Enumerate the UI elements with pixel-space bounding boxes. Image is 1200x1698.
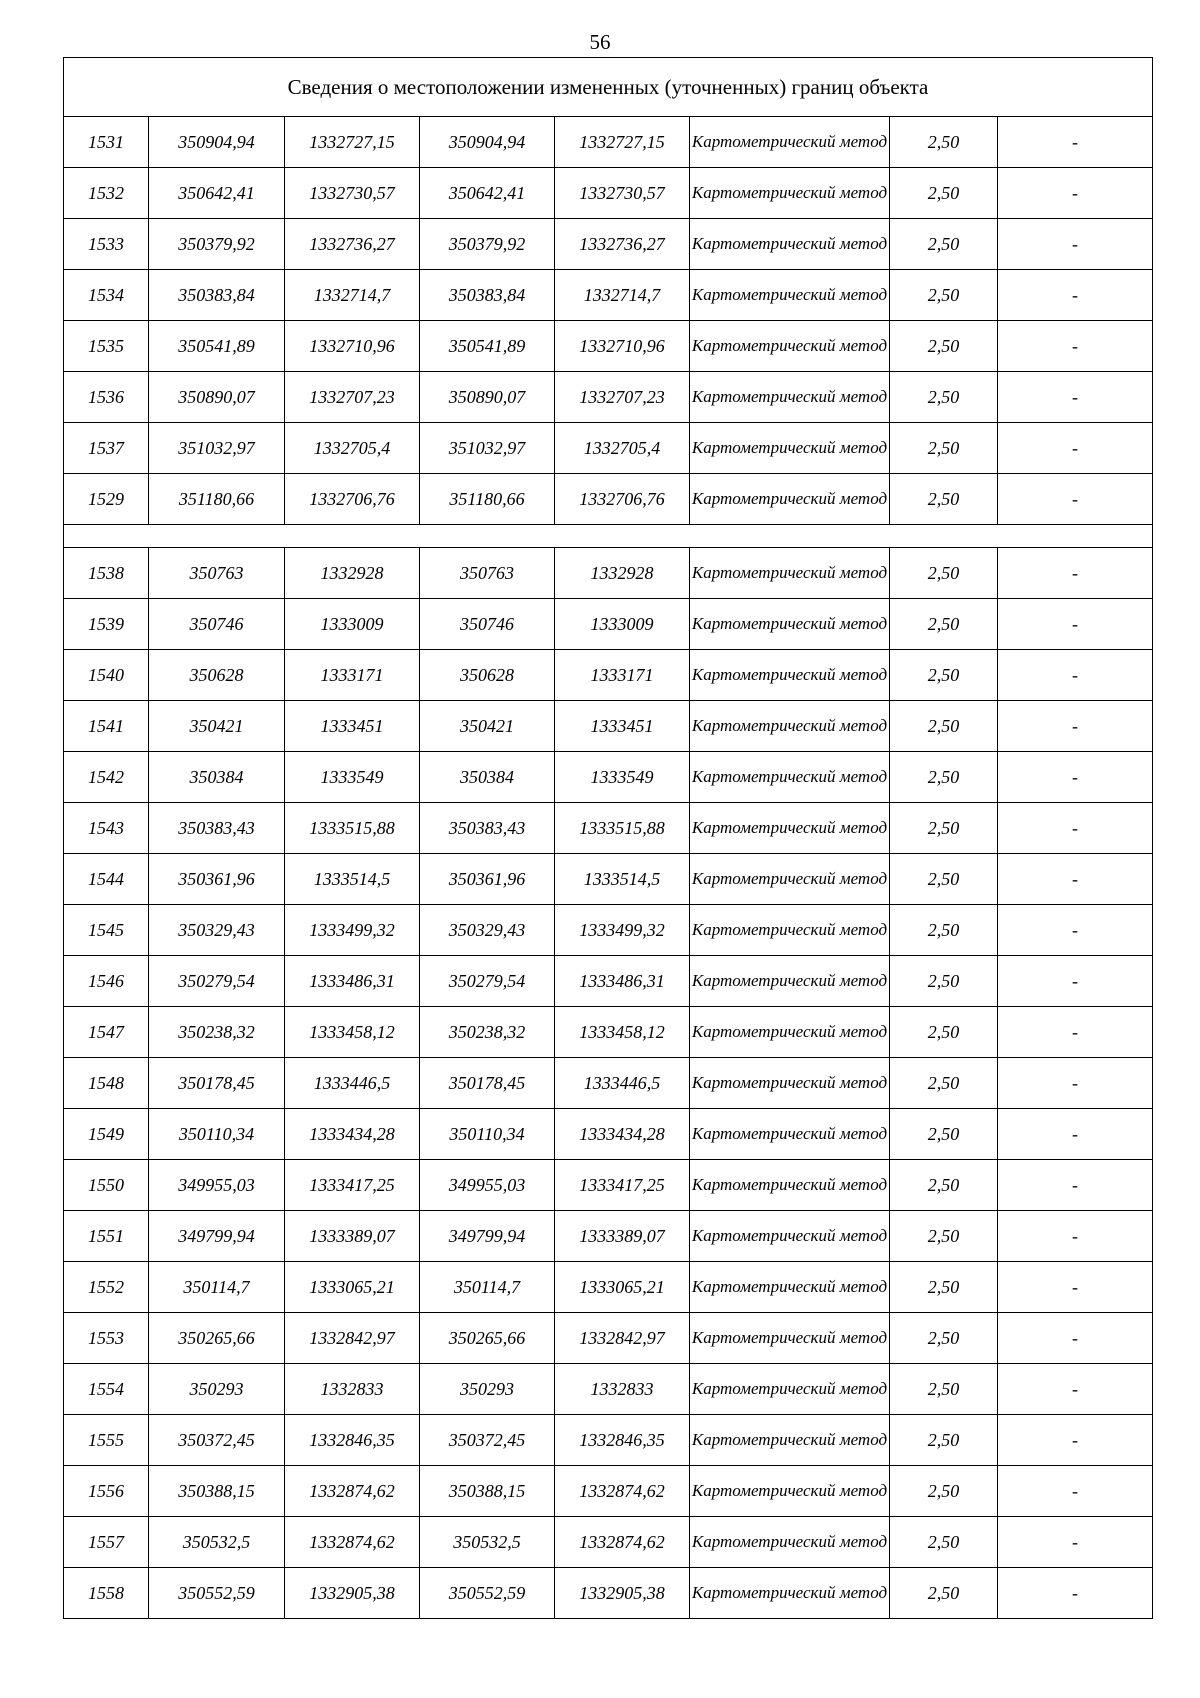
cell-method: Картометрический метод [690, 423, 890, 474]
cell-y-old: 1332706,76 [285, 474, 420, 525]
table-row [64, 1007, 1153, 1058]
cell-point-number: 1544 [64, 854, 149, 905]
cell-x-new: 350178,45 [420, 1058, 555, 1109]
cell-accuracy: 2,50 [890, 905, 998, 956]
cell-x-old: 350628 [149, 650, 285, 701]
cell-x-old: 351180,66 [149, 474, 285, 525]
cell-accuracy: 2,50 [890, 1262, 998, 1313]
cell-y-new: 1333514,5 [555, 854, 690, 905]
cell-y-old: 1332707,23 [285, 372, 420, 423]
cell-y-old: 1332727,15 [285, 117, 420, 168]
cell-y-new: 1332710,96 [555, 321, 690, 372]
cell-accuracy: 2,50 [890, 1313, 998, 1364]
cell-y-old: 1333417,25 [285, 1160, 420, 1211]
cell-point-number: 1536 [64, 372, 149, 423]
cell-y-new: 1332833 [555, 1364, 690, 1415]
table-row [64, 1568, 1153, 1619]
cell-accuracy: 2,50 [890, 1109, 998, 1160]
cell-y-new: 1332707,23 [555, 372, 690, 423]
cell-point-number: 1542 [64, 752, 149, 803]
cell-y-new: 1333065,21 [555, 1262, 690, 1313]
cell-point-number: 1557 [64, 1517, 149, 1568]
cell-x-old: 350552,59 [149, 1568, 285, 1619]
cell-x-old: 350329,43 [149, 905, 285, 956]
cell-method: Картометрический метод [690, 701, 890, 752]
cell-point-number: 1555 [64, 1415, 149, 1466]
cell-x-new: 350541,89 [420, 321, 555, 372]
cell-point-number: 1539 [64, 599, 149, 650]
cell-point-number: 1558 [64, 1568, 149, 1619]
cell-description: - [998, 1313, 1153, 1364]
cell-description: - [998, 599, 1153, 650]
cell-description: - [998, 752, 1153, 803]
cell-point-number: 1548 [64, 1058, 149, 1109]
cell-x-old: 350279,54 [149, 956, 285, 1007]
cell-accuracy: 2,50 [890, 270, 998, 321]
cell-y-new: 1332874,62 [555, 1517, 690, 1568]
cell-y-old: 1333514,5 [285, 854, 420, 905]
cell-point-number: 1550 [64, 1160, 149, 1211]
cell-y-old: 1332846,35 [285, 1415, 420, 1466]
cell-description: - [998, 372, 1153, 423]
cell-x-new: 350238,32 [420, 1007, 555, 1058]
cell-accuracy: 2,50 [890, 1364, 998, 1415]
cell-x-new: 350384 [420, 752, 555, 803]
cell-x-new: 350890,07 [420, 372, 555, 423]
cell-accuracy: 2,50 [890, 372, 998, 423]
cell-point-number: 1546 [64, 956, 149, 1007]
cell-x-new: 350110,34 [420, 1109, 555, 1160]
cell-description: - [998, 1517, 1153, 1568]
cell-accuracy: 2,50 [890, 474, 998, 525]
cell-x-new: 350279,54 [420, 956, 555, 1007]
cell-point-number: 1541 [64, 701, 149, 752]
cell-accuracy: 2,50 [890, 219, 998, 270]
cell-y-new: 1333389,07 [555, 1211, 690, 1262]
cell-y-new: 1333171 [555, 650, 690, 701]
table-row [64, 701, 1153, 752]
cell-x-new: 350372,45 [420, 1415, 555, 1466]
cell-description: - [998, 854, 1153, 905]
cell-y-new: 1333446,5 [555, 1058, 690, 1109]
cell-method: Картометрический метод [690, 650, 890, 701]
cell-description: - [998, 321, 1153, 372]
table-row [64, 270, 1153, 321]
cell-method: Картометрический метод [690, 474, 890, 525]
cell-x-new: 350265,66 [420, 1313, 555, 1364]
cell-method: Картометрический метод [690, 270, 890, 321]
cell-accuracy: 2,50 [890, 1568, 998, 1619]
cell-description: - [998, 548, 1153, 599]
cell-point-number: 1556 [64, 1466, 149, 1517]
cell-y-old: 1332928 [285, 548, 420, 599]
cell-y-new: 1333009 [555, 599, 690, 650]
cell-x-old: 350383,43 [149, 803, 285, 854]
cell-point-number: 1532 [64, 168, 149, 219]
cell-y-old: 1333499,32 [285, 905, 420, 956]
cell-description: - [998, 1058, 1153, 1109]
cell-description: - [998, 650, 1153, 701]
cell-x-old: 350746 [149, 599, 285, 650]
cell-x-old: 350238,32 [149, 1007, 285, 1058]
cell-method: Картометрический метод [690, 1211, 890, 1262]
cell-y-new: 1333515,88 [555, 803, 690, 854]
cell-y-old: 1332705,4 [285, 423, 420, 474]
cell-point-number: 1533 [64, 219, 149, 270]
cell-y-new: 1333549 [555, 752, 690, 803]
cell-accuracy: 2,50 [890, 1466, 998, 1517]
cell-x-old: 350383,84 [149, 270, 285, 321]
cell-accuracy: 2,50 [890, 321, 998, 372]
cell-description: - [998, 423, 1153, 474]
cell-accuracy: 2,50 [890, 1007, 998, 1058]
table-row [64, 548, 1153, 599]
page-number: 56 [589, 30, 611, 54]
cell-x-old: 349955,03 [149, 1160, 285, 1211]
cell-x-new: 350293 [420, 1364, 555, 1415]
cell-accuracy: 2,50 [890, 956, 998, 1007]
cell-accuracy: 2,50 [890, 1058, 998, 1109]
cell-x-new: 350361,96 [420, 854, 555, 905]
cell-y-old: 1332842,97 [285, 1313, 420, 1364]
cell-x-new: 351180,66 [420, 474, 555, 525]
table-row [64, 1466, 1153, 1517]
table-title-row [64, 58, 1153, 117]
cell-y-new: 1332928 [555, 548, 690, 599]
cell-point-number: 1540 [64, 650, 149, 701]
cell-accuracy: 2,50 [890, 701, 998, 752]
cell-y-new: 1332706,76 [555, 474, 690, 525]
cell-x-new: 350388,15 [420, 1466, 555, 1517]
cell-y-old: 1333446,5 [285, 1058, 420, 1109]
cell-x-new: 350329,43 [420, 905, 555, 956]
cell-method: Картометрический метод [690, 1415, 890, 1466]
cell-y-old: 1332710,96 [285, 321, 420, 372]
cell-x-new: 350552,59 [420, 1568, 555, 1619]
cell-point-number: 1543 [64, 803, 149, 854]
cell-method: Картометрический метод [690, 1517, 890, 1568]
cell-x-new: 351032,97 [420, 423, 555, 474]
cell-accuracy: 2,50 [890, 854, 998, 905]
group-separator-cell [64, 525, 1153, 548]
cell-x-old: 350110,34 [149, 1109, 285, 1160]
cell-description: - [998, 1262, 1153, 1313]
cell-description: - [998, 474, 1153, 525]
table-row [64, 168, 1153, 219]
cell-y-new: 1332905,38 [555, 1568, 690, 1619]
cell-point-number: 1551 [64, 1211, 149, 1262]
cell-y-old: 1332833 [285, 1364, 420, 1415]
cell-y-new: 1332842,97 [555, 1313, 690, 1364]
cell-method: Картометрический метод [690, 956, 890, 1007]
cell-y-new: 1332714,7 [555, 270, 690, 321]
cell-description: - [998, 1415, 1153, 1466]
cell-y-old: 1332874,62 [285, 1466, 420, 1517]
cell-accuracy: 2,50 [890, 1211, 998, 1262]
cell-x-new: 350746 [420, 599, 555, 650]
cell-y-old: 1333065,21 [285, 1262, 420, 1313]
cell-method: Картометрический метод [690, 117, 890, 168]
cell-point-number: 1554 [64, 1364, 149, 1415]
cell-point-number: 1553 [64, 1313, 149, 1364]
cell-method: Картометрический метод [690, 1058, 890, 1109]
cell-y-old: 1333434,28 [285, 1109, 420, 1160]
cell-accuracy: 2,50 [890, 650, 998, 701]
cell-method: Картометрический метод [690, 752, 890, 803]
cell-x-old: 350388,15 [149, 1466, 285, 1517]
table-row [64, 854, 1153, 905]
cell-y-old: 1332905,38 [285, 1568, 420, 1619]
cell-description: - [998, 1466, 1153, 1517]
cell-method: Картометрический метод [690, 1109, 890, 1160]
cell-method: Картометрический метод [690, 1007, 890, 1058]
cell-point-number: 1545 [64, 905, 149, 956]
cell-y-new: 1333486,31 [555, 956, 690, 1007]
table-row [64, 474, 1153, 525]
cell-y-old: 1332874,62 [285, 1517, 420, 1568]
cell-method: Картометрический метод [690, 905, 890, 956]
cell-y-new: 1332730,57 [555, 168, 690, 219]
table-row [64, 1262, 1153, 1313]
cell-y-new: 1333451 [555, 701, 690, 752]
table-row [64, 905, 1153, 956]
cell-x-old: 350178,45 [149, 1058, 285, 1109]
cell-description: - [998, 1007, 1153, 1058]
table-row [64, 1160, 1153, 1211]
cell-y-new: 1332736,27 [555, 219, 690, 270]
cell-y-old: 1332730,57 [285, 168, 420, 219]
cell-accuracy: 2,50 [890, 117, 998, 168]
cell-description: - [998, 1211, 1153, 1262]
cell-x-old: 350293 [149, 1364, 285, 1415]
cell-accuracy: 2,50 [890, 803, 998, 854]
boundary-coordinates-table [63, 57, 1153, 1619]
cell-accuracy: 2,50 [890, 1160, 998, 1211]
cell-accuracy: 2,50 [890, 168, 998, 219]
cell-point-number: 1531 [64, 117, 149, 168]
cell-y-new: 1333417,25 [555, 1160, 690, 1211]
cell-description: - [998, 117, 1153, 168]
cell-point-number: 1529 [64, 474, 149, 525]
cell-description: - [998, 168, 1153, 219]
cell-x-new: 350763 [420, 548, 555, 599]
table-row [64, 650, 1153, 701]
table-row [64, 372, 1153, 423]
cell-description: - [998, 1160, 1153, 1211]
cell-method: Картометрический метод [690, 1466, 890, 1517]
cell-y-old: 1333451 [285, 701, 420, 752]
cell-y-new: 1332727,15 [555, 117, 690, 168]
cell-y-new: 1333458,12 [555, 1007, 690, 1058]
cell-x-old: 350379,92 [149, 219, 285, 270]
cell-description: - [998, 905, 1153, 956]
cell-point-number: 1552 [64, 1262, 149, 1313]
cell-x-old: 350384 [149, 752, 285, 803]
cell-point-number: 1549 [64, 1109, 149, 1160]
cell-x-old: 350372,45 [149, 1415, 285, 1466]
cell-description: - [998, 1364, 1153, 1415]
cell-x-new: 350532,5 [420, 1517, 555, 1568]
cell-y-old: 1332714,7 [285, 270, 420, 321]
cell-x-old: 350763 [149, 548, 285, 599]
cell-accuracy: 2,50 [890, 752, 998, 803]
cell-method: Картометрический метод [690, 1568, 890, 1619]
table-row [64, 1058, 1153, 1109]
table-row [64, 1364, 1153, 1415]
cell-x-old: 350361,96 [149, 854, 285, 905]
cell-x-old: 351032,97 [149, 423, 285, 474]
cell-method: Картометрический метод [690, 321, 890, 372]
cell-x-new: 350642,41 [420, 168, 555, 219]
cell-x-new: 350421 [420, 701, 555, 752]
cell-x-old: 350541,89 [149, 321, 285, 372]
cell-method: Картометрический метод [690, 803, 890, 854]
cell-point-number: 1537 [64, 423, 149, 474]
cell-y-old: 1333171 [285, 650, 420, 701]
cell-point-number: 1535 [64, 321, 149, 372]
cell-y-new: 1333499,32 [555, 905, 690, 956]
table-row [64, 1313, 1153, 1364]
cell-method: Картометрический метод [690, 1313, 890, 1364]
cell-x-new: 350383,84 [420, 270, 555, 321]
cell-y-old: 1333009 [285, 599, 420, 650]
table-body [64, 58, 1153, 1619]
cell-description: - [998, 701, 1153, 752]
table-row [64, 1517, 1153, 1568]
cell-x-new: 350379,92 [420, 219, 555, 270]
cell-y-new: 1332846,35 [555, 1415, 690, 1466]
cell-x-new: 350383,43 [420, 803, 555, 854]
cell-x-old: 350265,66 [149, 1313, 285, 1364]
cell-description: - [998, 803, 1153, 854]
cell-accuracy: 2,50 [890, 599, 998, 650]
table-row [64, 599, 1153, 650]
cell-y-old: 1333486,31 [285, 956, 420, 1007]
cell-point-number: 1547 [64, 1007, 149, 1058]
cell-x-new: 350628 [420, 650, 555, 701]
cell-x-old: 350532,5 [149, 1517, 285, 1568]
cell-method: Картометрический метод [690, 372, 890, 423]
cell-method: Картометрический метод [690, 1262, 890, 1313]
cell-y-new: 1333434,28 [555, 1109, 690, 1160]
cell-x-new: 349799,94 [420, 1211, 555, 1262]
table-row [64, 117, 1153, 168]
cell-x-old: 350114,7 [149, 1262, 285, 1313]
cell-method: Картометрический метод [690, 168, 890, 219]
table-row [64, 1211, 1153, 1262]
table-row [64, 1109, 1153, 1160]
cell-y-old: 1333458,12 [285, 1007, 420, 1058]
cell-y-old: 1333389,07 [285, 1211, 420, 1262]
table-title: Сведения о местоположении измененных (уточненных) границ объекта [64, 58, 1153, 117]
cell-x-old: 350904,94 [149, 117, 285, 168]
cell-x-new: 350904,94 [420, 117, 555, 168]
table-row [64, 803, 1153, 854]
cell-method: Картометрический метод [690, 1364, 890, 1415]
cell-x-old: 350642,41 [149, 168, 285, 219]
table-row [64, 752, 1153, 803]
cell-y-old: 1332736,27 [285, 219, 420, 270]
cell-y-new: 1332705,4 [555, 423, 690, 474]
cell-x-new: 350114,7 [420, 1262, 555, 1313]
table-row [64, 423, 1153, 474]
table-row [64, 219, 1153, 270]
cell-point-number: 1534 [64, 270, 149, 321]
cell-x-old: 350421 [149, 701, 285, 752]
cell-description: - [998, 270, 1153, 321]
group-separator-row [64, 525, 1153, 548]
cell-y-new: 1332874,62 [555, 1466, 690, 1517]
table-row [64, 956, 1153, 1007]
cell-x-old: 350890,07 [149, 372, 285, 423]
cell-y-old: 1333515,88 [285, 803, 420, 854]
cell-method: Картометрический метод [690, 548, 890, 599]
cell-x-new: 349955,03 [420, 1160, 555, 1211]
cell-point-number: 1538 [64, 548, 149, 599]
cell-accuracy: 2,50 [890, 1415, 998, 1466]
cell-x-old: 349799,94 [149, 1211, 285, 1262]
cell-method: Картометрический метод [690, 219, 890, 270]
table-row [64, 1415, 1153, 1466]
cell-method: Картометрический метод [690, 1160, 890, 1211]
cell-method: Картометрический метод [690, 599, 890, 650]
cell-method: Картометрический метод [690, 854, 890, 905]
cell-description: - [998, 1568, 1153, 1619]
cell-description: - [998, 1109, 1153, 1160]
cell-accuracy: 2,50 [890, 423, 998, 474]
table-row [64, 321, 1153, 372]
cell-accuracy: 2,50 [890, 548, 998, 599]
cell-y-old: 1333549 [285, 752, 420, 803]
cell-description: - [998, 956, 1153, 1007]
cell-accuracy: 2,50 [890, 1517, 998, 1568]
cell-description: - [998, 219, 1153, 270]
